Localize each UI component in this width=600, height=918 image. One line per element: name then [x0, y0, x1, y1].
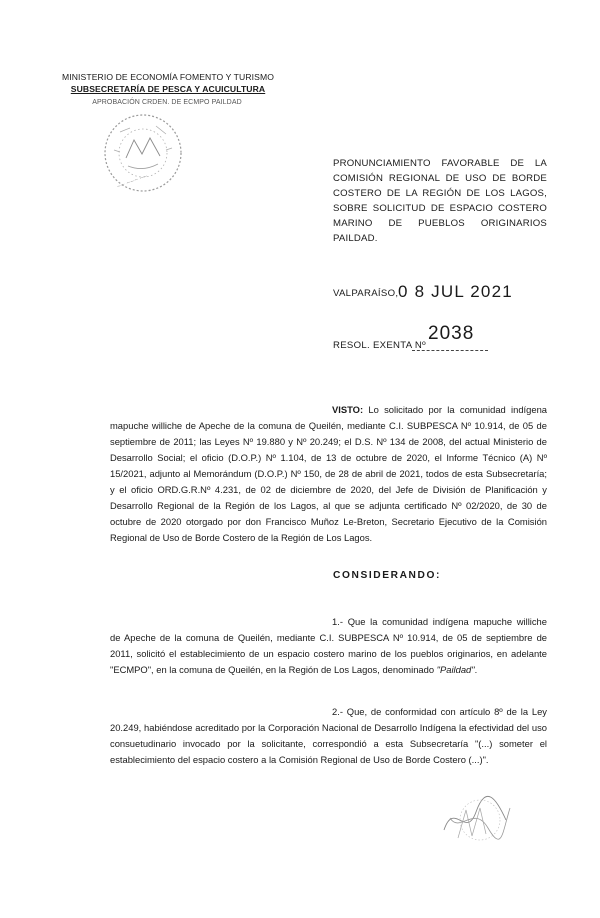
item-2-text: Que, de conformidad con artículo 8º de la Ley 20.249, habiéndose acreditado por la Corporación Nacional de Desarrollo Indígena la efectividad del uso consuetudinario invocado por la solicitante, correspondió a esta Subsecretaría "(...) someter el establecimiento del espacio costero a la Comisión Regional de Uso de Borde Costero (...)". [110, 706, 547, 765]
item-1-number: 1.- [332, 616, 343, 627]
item-1-text: Que la comunidad indígena mapuche williche de Apeche de la comuna de Queilén, mediante C.I. SUBPESCA Nº 10.914, de 05 de septiembre de 2011, solicitó el establecimiento de un espacio costero marino de los pueblos originarios, en adelante "ECMPO", en la comuna de Queilén, en la Región de Los Lagos, denominado [110, 616, 547, 675]
official-seal-stamp [100, 110, 186, 196]
svg-text:~~ ~~~ ~~: ~~ ~~~ ~~ [116, 173, 149, 191]
resolution-subject: PRONUNCIAMIENTO FAVORABLE DE LA COMISIÓN REGIONAL DE USO DE BORDE COSTERO DE LA REGIÓN DE LOS LAGOS, SOBRE SOLICITUD DE ESPACIO COSTERO MARINO DE PUEBLOS ORIGINARIOS PAILDAD. [333, 158, 547, 244]
resolution-label: RESOL. EXENTA Nº [333, 340, 426, 351]
resolution-number-underline [412, 350, 488, 351]
visto-text: Lo solicitado por la comunidad indígena mapuche williche de Apeche de la comuna de Queilén, mediante C.I. SUBPESCA Nº 10.914, de 05 de septiembre de 2011; las Leyes Nº 19.880 y Nº 20.249; el D.S. Nº 134 de 2008, del actual Ministerio de Desarrollo Social; el oficio (D.O.P.) Nº 1.104, de 13 de octubre de 2020, el Informe Técnico (A) Nº 15/2021, adjunto al Memorándum (D.O.P.) Nº 150, de 28 de abril de 2021, todos de esta Subsecretaría; y el oficio ORD.G.R.Nº 4.231, de 02 de diciembre de 2020, del Jefe de División de Planificación y Desarrollo Regional de la Región de los Lagos, al que se adjunta certificado Nº 02/2020, de 30 de octubre de 2020 otorgado por don Francisco Muñoz Le-Breton, Secretario Ejecutivo de la Comisión Regional de Uso de Borde Costero de la Región de Los Lagos. [110, 404, 548, 543]
signature-scribble [436, 790, 516, 846]
ministry-heading: MINISTERIO DE ECONOMÍA FOMENTO Y TURISMO [61, 72, 275, 82]
considerando-item-1 [110, 614, 547, 678]
approval-note: APROBACIÓN CRDEN. DE ECMPO PAILDAD [92, 99, 242, 106]
considerando-heading: CONSIDERANDO: [333, 570, 441, 581]
resolution-number: 2038 [428, 323, 475, 344]
resolution-date: 0 8 JUL 2021 [398, 282, 513, 301]
visto-paragraph [110, 402, 547, 546]
place-label: VALPARAÍSO, [333, 288, 399, 299]
item-1-end: . [474, 664, 478, 675]
item-1-ecmpo-name: "Paildad" [436, 664, 475, 675]
item-2-number: 2.- [332, 706, 343, 717]
subsecretaria-heading: SUBSECRETARÍA DE PESCA Y ACUICULTURA [70, 84, 266, 94]
visto-label: VISTO: [332, 404, 364, 415]
considerando-item-2 [110, 704, 547, 768]
